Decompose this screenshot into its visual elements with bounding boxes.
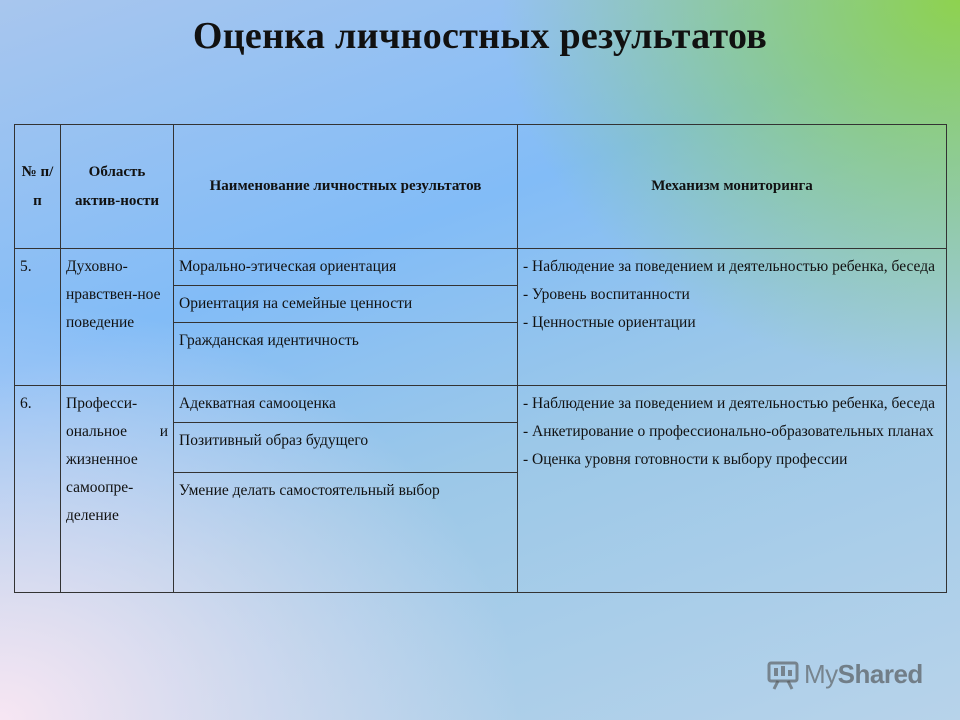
header-num: № п/п bbox=[15, 125, 61, 249]
header-area: Область актив-ности bbox=[61, 125, 174, 249]
watermark-text-light: My bbox=[804, 658, 838, 689]
presentation-board-icon bbox=[766, 657, 800, 691]
watermark-text bbox=[804, 659, 923, 690]
result-item: Гражданская идентичность bbox=[174, 323, 518, 386]
table-row bbox=[15, 386, 947, 423]
mechanism-item: - Уровень воспитанности bbox=[523, 286, 690, 303]
watermark-text-bold: Shared bbox=[837, 658, 923, 689]
mechanism-item: - Ценностные ориентации bbox=[523, 314, 696, 331]
header-results: Наименование личностных результатов bbox=[174, 125, 518, 249]
row-num: 5. bbox=[15, 249, 61, 386]
myshared-watermark bbox=[766, 656, 936, 692]
mechanism-item: - Наблюдение за поведением и деятельностью ребенка, беседа bbox=[523, 395, 935, 412]
results-table bbox=[14, 124, 947, 593]
mechanism-item: - Наблюдение за поведением и деятельностью ребенка, беседа bbox=[523, 258, 935, 275]
row-num: 6. bbox=[15, 386, 61, 593]
result-item: Позитивный образ будущего bbox=[174, 423, 518, 473]
result-item: Морально-этическая ориентация bbox=[174, 249, 518, 286]
row-mechanism bbox=[518, 249, 947, 386]
header-row bbox=[15, 125, 947, 249]
mechanism-item: - Анкетирование о профессионально-образовательных планах bbox=[523, 423, 934, 440]
result-item: Ориентация на семейные ценности bbox=[174, 286, 518, 323]
table-row bbox=[15, 249, 947, 286]
result-item: Умение делать самостоятельный выбор bbox=[174, 473, 518, 593]
page-title: Оценка личностных результатов bbox=[192, 15, 768, 57]
result-item: Адекватная самооценка bbox=[174, 386, 518, 423]
header-mechanism: Механизм мониторинга bbox=[518, 125, 947, 249]
row-mechanism bbox=[518, 386, 947, 593]
mechanism-item: - Оценка уровня готовности к выбору профессии bbox=[523, 451, 848, 468]
row-area: Професси-ональное и жизненное самоопре-деление bbox=[61, 386, 174, 593]
row-area: Духовно-нравствен-ное поведение bbox=[61, 249, 174, 386]
